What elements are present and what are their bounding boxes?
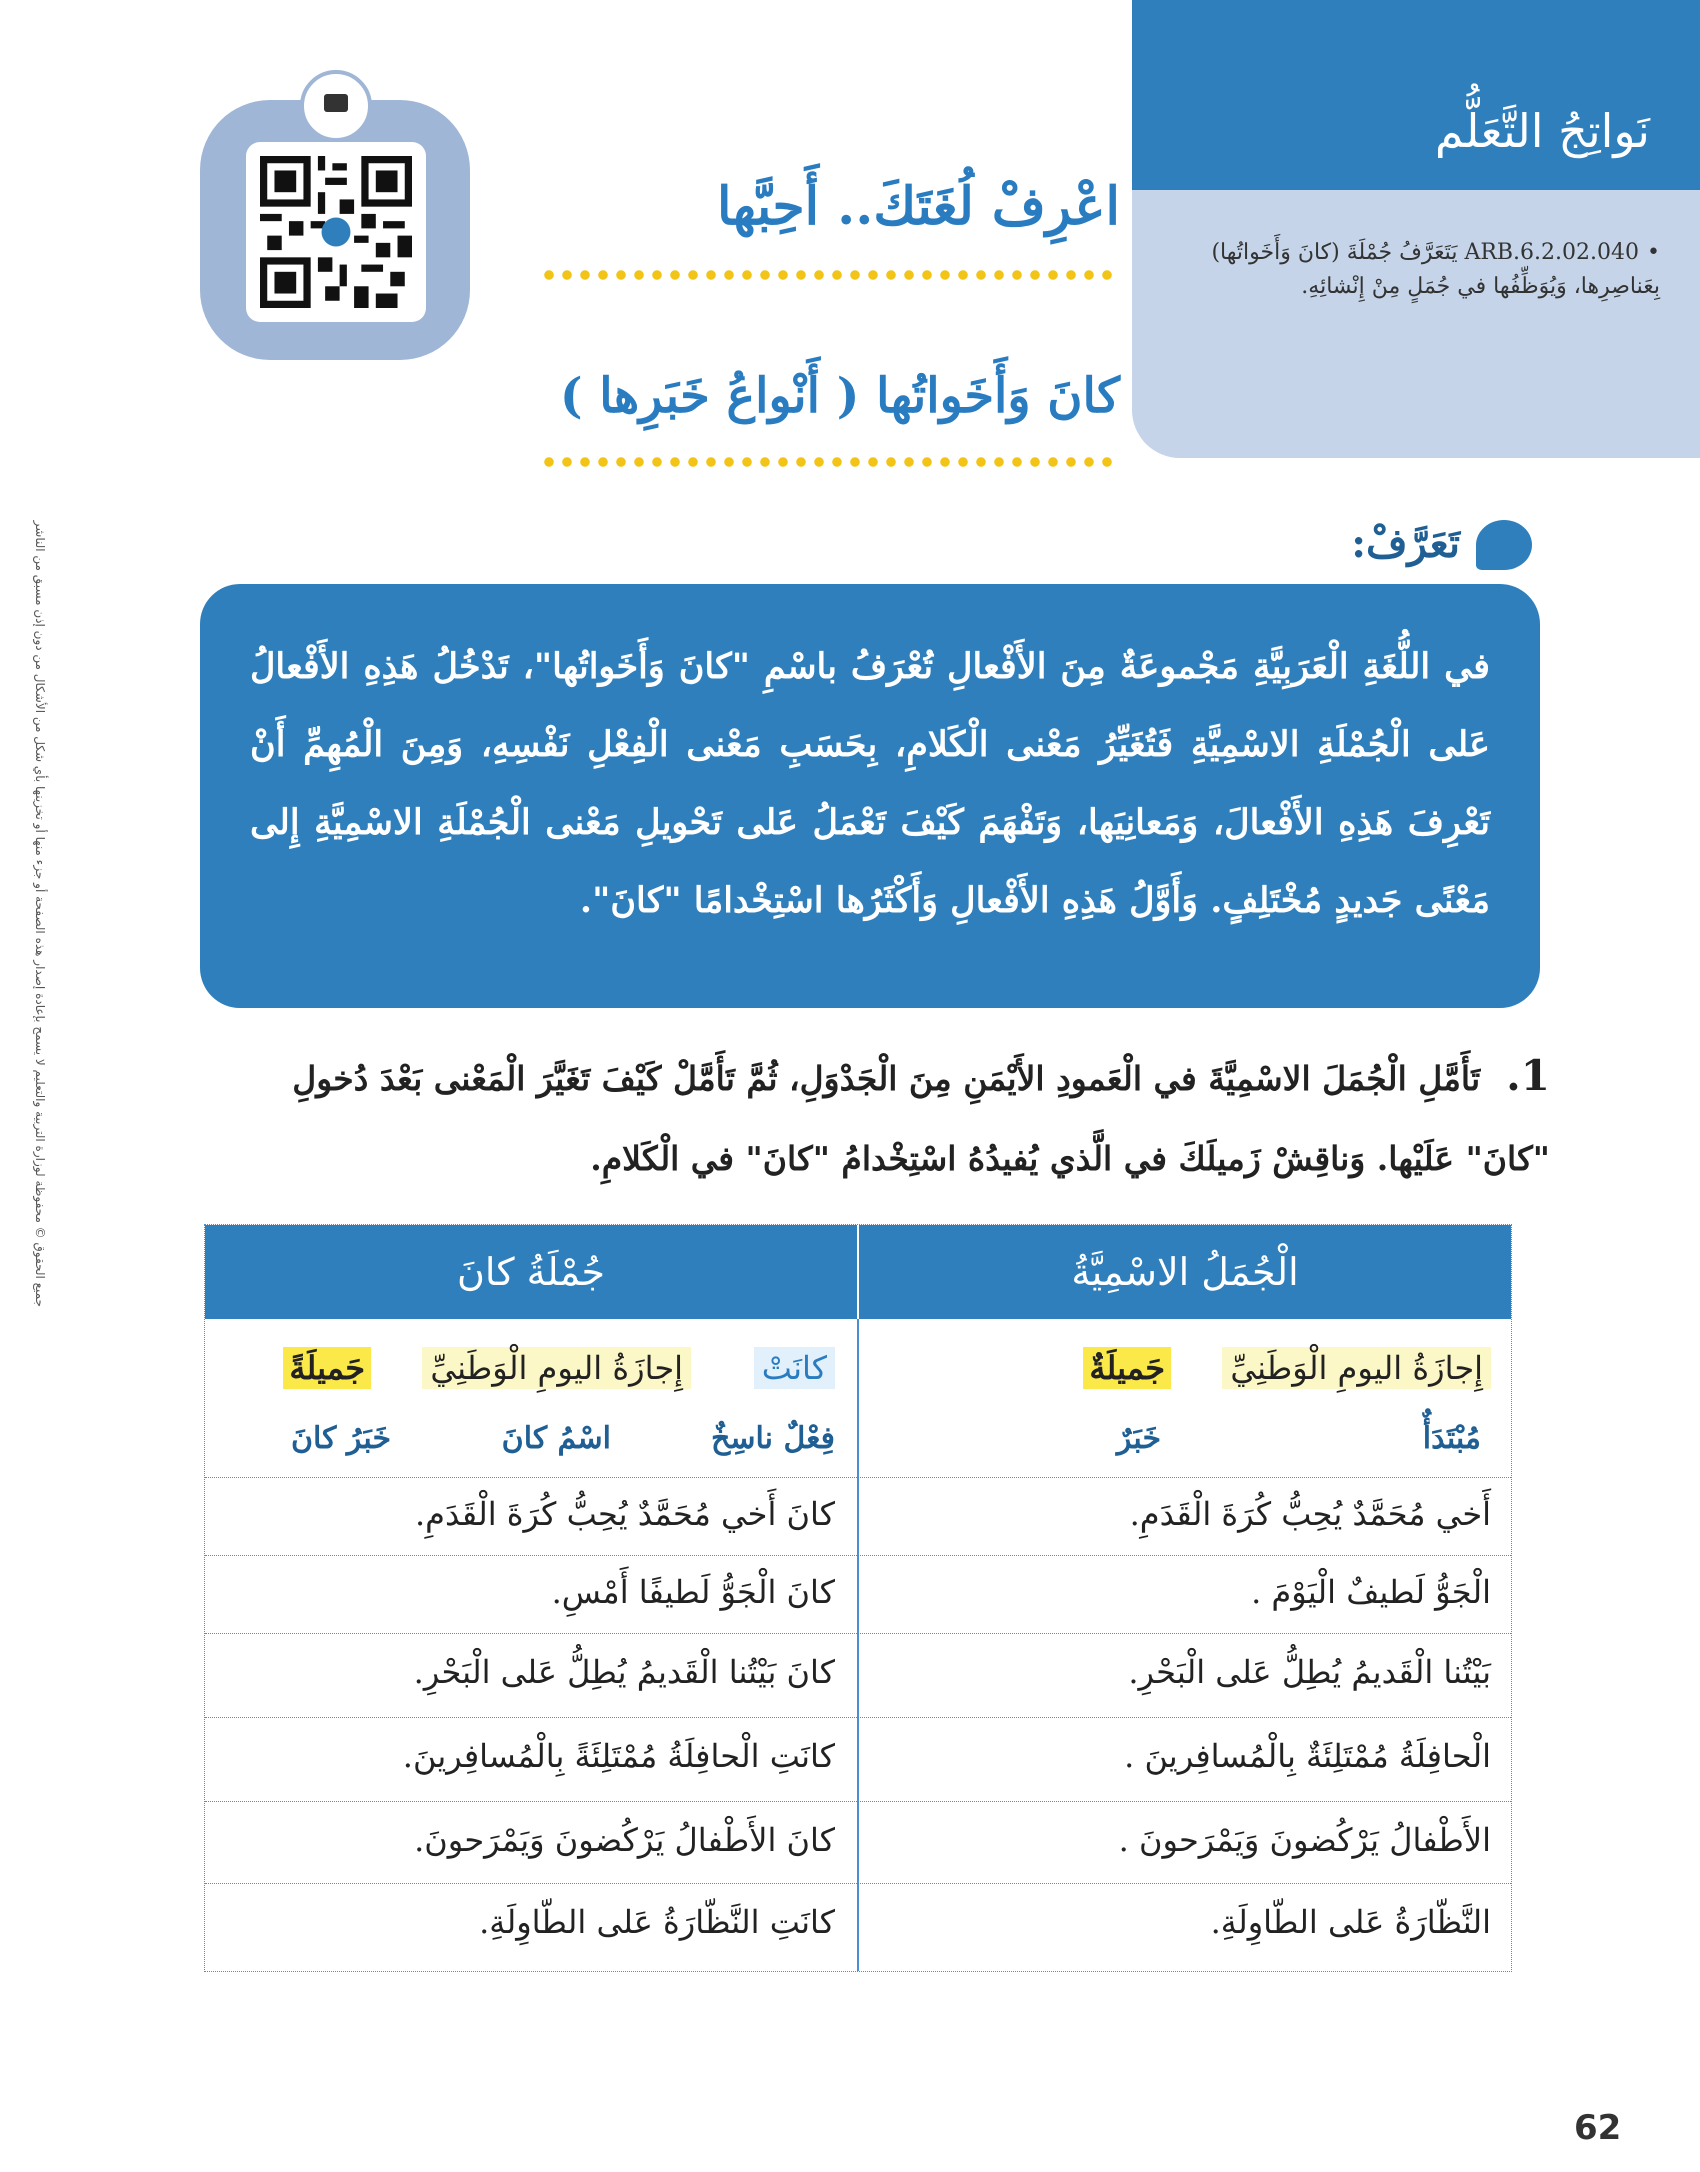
row-divider [205,1555,1511,1556]
nominal-sentence-3: بَيْتُنا الْقَديمُ يُطِلُّ عَلى الْبَحْرِ. [1128,1653,1491,1691]
bullet: • [1647,240,1660,265]
nominal-sentence-2: الْجَوُّ لَطيفٌ الْيَوْمَ . [1251,1573,1491,1611]
header-nominal: الْجُمَلُ الاسْمِيَّةُ [859,1225,1511,1319]
page-number: 62 [1574,2108,1622,2148]
lesson-title: كانَ وَأَخَواتُها ( أَنْواعُ خَبَرِها ) [559,368,1120,424]
example-kana-predicate: جَميلَةً [283,1349,371,1387]
nominal-sentence-1: أَخي مُحَمَّدٌ يُحِبُّ كُرَةَ الْقَدَمِ. [1129,1495,1491,1533]
row-divider [205,1633,1511,1634]
clapper-icon [324,94,348,112]
question-text: تَأَمَّلِ الْجُمَلَ الاسْمِيَّةَ في الْعَمودِ الأَيْمَنِ مِنَ الْجَدْوَلِ، ثُمَّ تَأَمَّلْ كَيْفَ تَغَيَّرَ الْمَعْنى بَعْدَ دُخولِ "كانَ" عَلَيْها. وَناقِشْ زَميلَكَ في الَّذي يُفيدُهُ اسْتِخْدامُ "كانَ" في الْكَلامِ. [292,1059,1550,1178]
example-nominal-predicate: جَميلَةٌ [1083,1349,1171,1387]
role-khabar: خَبَرٌ [1116,1421,1161,1456]
row-divider [205,1477,1511,1478]
kana-sentence-6: كانَتِ النَّظّارَةُ عَلى الطّاوِلَةِ. [479,1903,835,1941]
learning-outcomes-header [1132,0,1700,190]
kana-sentence-3: كانَ بَيْتُنا الْقَديمُ يُطِلُّ عَلى الْبَحْرِ. [413,1653,835,1691]
example-nominal-subject: إِجازَةُ اليومِ الْوَطَنِيِّ [1222,1349,1491,1387]
main-title: اعْرِفْ لُغَتَكَ.. أَحِبَّها [716,176,1120,237]
kana-sentence-1: كانَ أَخي مُحَمَّدٌ يُحِبُّ كُرَةَ الْقَدَمِ. [414,1495,835,1533]
kana-sentence-5: كانَ الأَطْفالُ يَرْكُضونَ وَيَمْرَحونَ. [414,1821,835,1859]
learn-blob-icon [1476,520,1532,570]
header-kana: جُمْلَةُ كانَ [205,1225,857,1319]
kana-sentence-2: كانَ الْجَوُّ لَطيفًا أَمْسِ. [551,1573,835,1611]
role-mubtada: مُبْتَدَأٌ [1422,1421,1481,1456]
nominal-sentence-5: الأَطْفالُ يَرْكُضونَ وَيَمْرَحونَ . [1118,1821,1491,1859]
title-dots [540,270,1120,280]
header-divider [857,1225,859,1319]
kana-sentence-4: كانَتِ الْحافِلَةُ مُمْتَلِئَةً بِالْمُسافِرينَ. [402,1737,835,1775]
learning-outcome-text: ARB.6.2.02.040 يَتَعَرَّفُ جُمْلَةَ (كانَ وَأَخَواتُها) بِعَناصِرِها، وَيُوَظِّفُها في جُمَلٍ مِنْ إِنْشائِهِ. [1211,240,1660,299]
qr-code-graphic [260,156,412,308]
copyright-side-text: جميع الحقوق © محفوظة لوزارة التربية والتعليم لا يسمح بإعادة إصدار هذه الصفحة أو جزء منها أو تخزينها بأي شكل من الأشكال من دون إذن مسبق من الناشر [33,520,47,1307]
video-icon[interactable] [300,70,372,142]
role-verb: فِعْلٌ ناسِخٌ [711,1421,835,1456]
nominal-sentence-4: الْحافِلَةُ مُمْتَلِئَةٌ بِالْمُسافِرينَ . [1124,1737,1491,1775]
question-number: 1. [1506,1051,1550,1100]
learning-outcomes-panel [1132,190,1700,458]
learn-text: في اللُّغَةِ الْعَرَبِيَّةِ مَجْموعَةٌ مِنَ الأَفْعالِ تُعْرَفُ باسْمِ "كانَ وَأَخَواتُها"، تَدْخُلُ هَذِهِ الأَفْعالُ عَلى الْجُمْلَةِ الاسْمِيَّةِ فَتُغَيِّرُ مَعْنى الْكَلامِ، بِحَسَبِ مَعْنى الْفِعْلِ نَفْسِهِ، وَمِنَ الْمُهِمِّ أَنْ تَعْرِفَ هَذِهِ الأَفْعالَ، وَمَعانِيَها، وَتَفْهَمَ كَيْفَ تَعْمَلُ عَلى تَحْويلِ مَعْنى الْجُمْلَةِ الاسْمِيَّةِ إِلى مَعْنًى جَديدٍ مُخْتَلِفٍ. وَأَوَّلُ هَذِهِ الأَفْعالِ وَأَكْثَرُها اسْتِخْدامًا "كانَ". [250,646,1490,921]
learn-box [200,584,1540,1008]
question-1 [230,1036,1550,1199]
row-divider [205,1883,1511,1884]
row-divider [205,1717,1511,1718]
learning-outcomes-title: نَواتِجُ التَّعَلُّم [1434,104,1650,158]
row-divider [205,1801,1511,1802]
comparison-table [204,1224,1512,1972]
learning-outcome-item [1180,236,1660,304]
role-kana-predicate: خَبَرُ كانَ [290,1421,391,1456]
lesson-title-dots [540,457,1120,467]
qr-code-icon[interactable] [246,142,426,322]
learn-label: تَعَرَّفْ: [1351,520,1460,567]
example-kana-verb: كانَتْ [754,1349,835,1387]
nominal-sentence-6: النَّظّارَةُ عَلى الطّاوِلَةِ. [1210,1903,1491,1941]
column-divider [857,1225,859,1971]
role-kana-subject: اسْمُ كانَ [501,1421,611,1456]
example-kana-subject: إِجازَةُ اليومِ الْوَطَنِيِّ [422,1349,691,1387]
